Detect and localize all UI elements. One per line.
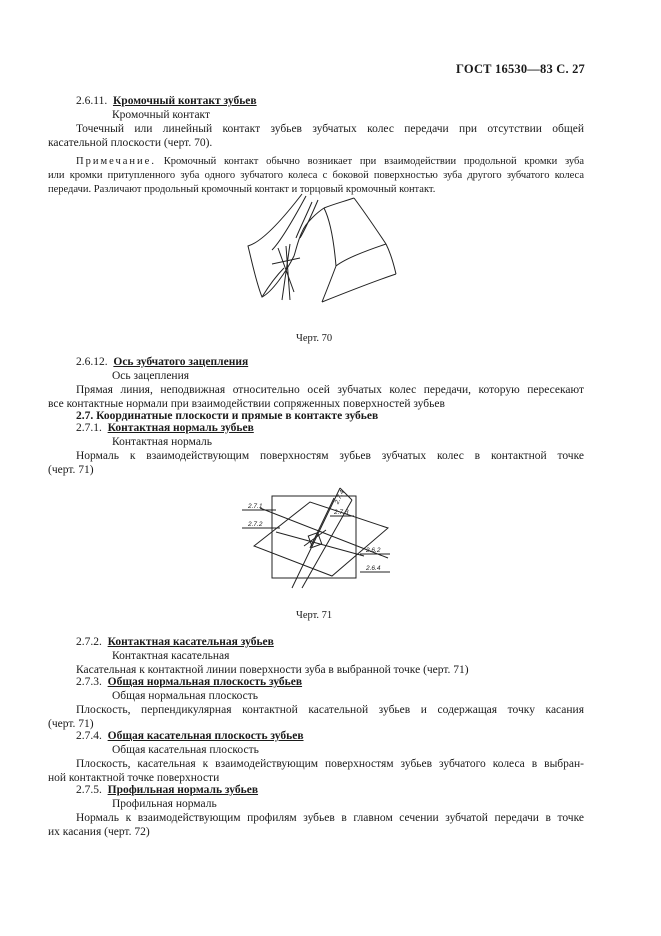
section-number: 2.7.5. — [76, 784, 102, 796]
section-2-6-12-title — [76, 355, 248, 370]
section-number: 2.6.12. — [76, 356, 108, 368]
section-number: 2.7.2. — [76, 636, 102, 648]
term-synonym: Кромочный контакт — [112, 109, 211, 121]
definition-line: их касания (черт. 72) — [48, 826, 150, 838]
term-heading: Контактная нормаль зубьев — [107, 422, 254, 434]
term-synonym: Общая касательная плоскость — [112, 744, 259, 756]
term-heading: Общая касательная плоскость зубьев — [107, 730, 304, 742]
section-2-7-1-title — [76, 421, 254, 436]
definition-line: Нормаль к взаимодействующим поверхностям зубьев зубчатых колес в контактной точке — [76, 450, 584, 462]
figure-70-drawing — [242, 192, 402, 312]
section-2-6-11-title — [76, 94, 257, 109]
term-synonym: Профильная нормаль — [112, 798, 217, 810]
term-heading: Профильная нормаль зубьев — [107, 784, 259, 796]
definition-line: (черт. 71) — [48, 464, 94, 476]
term-synonym: Контактная нормаль — [112, 436, 213, 448]
definition-line: Плоскость, перпендикулярная контактной касательной зубьев и содержащая точку касания — [76, 704, 584, 716]
term-synonym: Контактная касательная — [112, 650, 230, 662]
term-heading: Кромочный контакт зубьев — [112, 95, 257, 107]
definition-line: Касательная к контактной линии поверхности зуба в выбранной точке (черт. 71) — [76, 664, 469, 676]
section-number: 2.7.3. — [76, 676, 102, 688]
section-2-7-4-title — [76, 729, 304, 744]
section-2-7-3-title — [76, 675, 302, 690]
label-2-7-4: 2.7.4 — [333, 489, 347, 506]
figure-70-caption: Черт. 70 — [296, 333, 333, 344]
label-2-7-2: 2.7.2 — [248, 521, 263, 528]
term-synonym: Ось зацепления — [112, 370, 190, 382]
section-2-7-2-title — [76, 635, 274, 650]
term-heading: Общая нормальная плоскость зубьев — [107, 676, 303, 688]
definition-line: (черт. 71) — [48, 718, 94, 730]
label-2-7-3: 2.7.3 — [334, 509, 349, 516]
section-number: 2.7.1. — [76, 422, 102, 434]
term-heading: Контактная касательная зубьев — [107, 636, 274, 648]
section-2-7-heading: 2.7. Координатные плоскости и прямые в контакте зубьев — [76, 410, 379, 422]
label-2-6-4: 2.6.4 — [366, 565, 381, 572]
note-text: Кромочный контакт обычно возникает при взаимодействии продольной кромки зуба — [155, 156, 584, 167]
note-line: или кромки притупленного зуба одного зубчатого колеса с боковой поверхностью зуба другого зубчатого колеса — [48, 170, 584, 181]
note-line — [76, 154, 584, 169]
section-number: 2.6.11. — [76, 95, 108, 107]
note-line: передачи. Различают продольный кромочный контакт и торцовый кромочный контакт. — [48, 184, 436, 195]
note-label: Примечание. — [76, 156, 156, 167]
term-synonym: Общая нормальная плоскость — [112, 690, 259, 702]
term-heading: Ось зубчатого зацепления — [113, 356, 249, 368]
definition-line: Точечный или линейный контакт зубьев зубчатых колес передачи при отсутствии общей — [76, 123, 584, 135]
section-2-7-5-title — [76, 783, 258, 798]
definition-line: Нормаль к взаимодействующим профилям зубьев в главном сечении зубчатой передачи в точке — [76, 812, 584, 824]
figure-71-drawing — [240, 484, 400, 594]
definition-line: ной контактной точке поверхности — [48, 772, 220, 784]
definition-line: Прямая линия, неподвижная относительно осей зубчатых колес передачи, которую пересекают — [76, 384, 584, 396]
label-2-7-1: 2.7.1 — [248, 503, 263, 510]
definition-line: касательной плоскости (черт. 70). — [48, 137, 213, 149]
definition-line: Плоскость, касательная к взаимодействующим поверхностям зубьев зубчатого колеса в выбран- — [76, 758, 584, 770]
figure-71-caption: Черт. 71 — [296, 610, 333, 621]
label-2-6-2: 2.6.2 — [366, 547, 381, 554]
definition-line: все контактные нормали при взаимодействии сопряженных поверхностей зубьев — [48, 398, 445, 410]
page-header: ГОСТ 16530—83 С. 27 — [456, 62, 585, 76]
section-number: 2.7.4. — [76, 730, 102, 742]
